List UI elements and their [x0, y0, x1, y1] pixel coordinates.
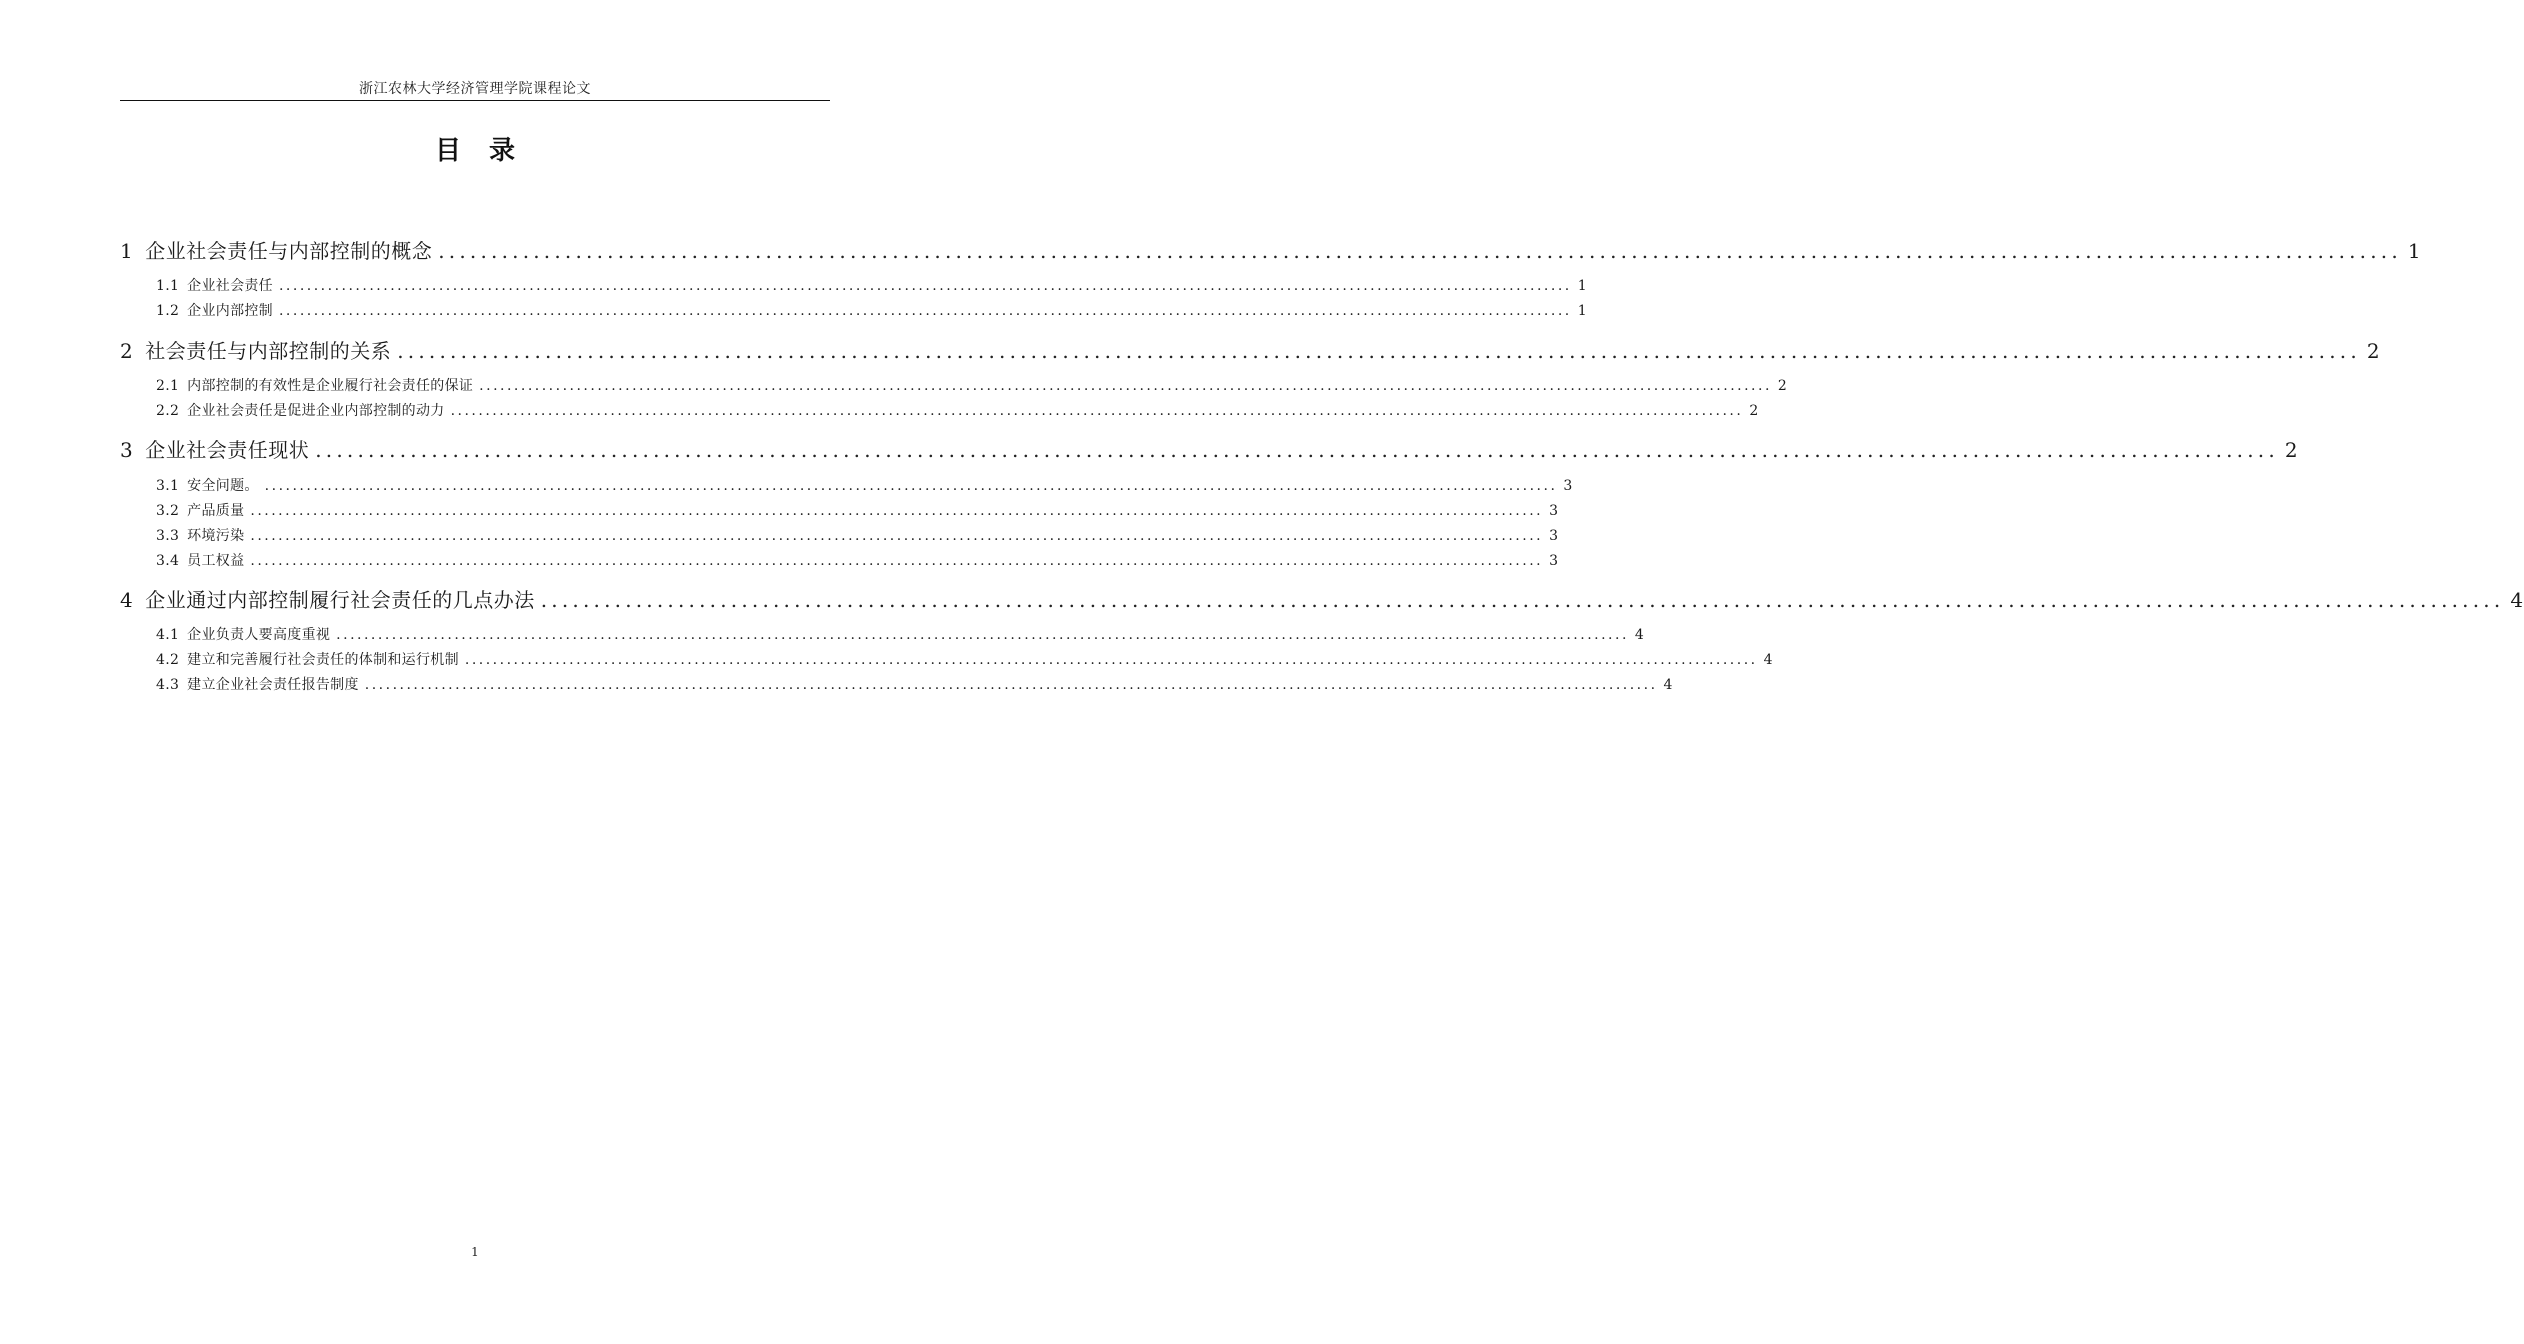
- header-rule: [120, 100, 830, 101]
- toc-label: 建立和完善履行社会责任的体制和运行机制: [187, 652, 459, 668]
- toc-page-number: 2: [2284, 438, 2299, 462]
- toc-entry-3[interactable]: [120, 434, 2299, 463]
- toc-entry-3-2[interactable]: [156, 500, 1559, 520]
- toc-number: 2.1: [156, 378, 180, 394]
- toc-number: 3.3: [156, 528, 180, 544]
- toc-number: 3.2: [156, 503, 180, 519]
- toc-number: 3: [120, 438, 134, 462]
- toc-leader-dots: ..........................................................................................................................................................................................: [464, 652, 1758, 668]
- toc-number: 4.3: [156, 677, 180, 693]
- toc-number: 2: [120, 339, 134, 363]
- toc-leader-dots: ..........................................................................................................................................................................................: [250, 528, 1544, 544]
- toc-label: 环境污染: [187, 528, 245, 544]
- toc-label: 企业负责人要高度重视: [187, 627, 331, 643]
- toc-number: 4.2: [156, 652, 180, 668]
- toc-label: 企业社会责任现状: [145, 438, 310, 462]
- toc-title: 目录: [434, 136, 543, 166]
- toc-number: 1.2: [156, 303, 180, 319]
- toc-number: 3.1: [156, 478, 180, 494]
- toc-entry-2-2[interactable]: [156, 400, 1759, 420]
- toc-page-number: 1: [1577, 278, 1587, 294]
- toc-number: 4: [120, 588, 134, 612]
- toc-leader-dots: ..........................................................................................................................................................................................: [250, 503, 1544, 519]
- toc-entry-4-3[interactable]: [156, 674, 1673, 694]
- toc-page-number: 3: [1549, 528, 1559, 544]
- toc-leader-dots: ..........................................................................................................................................................................................: [264, 478, 1558, 494]
- toc-leader-dots: ..........................................................................................................................................................................................: [397, 339, 2361, 363]
- toc-leader-dots: ..........................................................................................................................................................................................: [336, 627, 1629, 643]
- toc-entry-4-1[interactable]: [156, 624, 1645, 644]
- toc-entry-1-1[interactable]: [156, 275, 1587, 295]
- toc-number: 1.1: [156, 278, 180, 294]
- toc-entry-3-1[interactable]: [156, 475, 1573, 495]
- toc-page-number: 3: [1549, 503, 1559, 519]
- toc-label: 建立企业社会责任报告制度: [187, 677, 359, 693]
- toc-entry-1-2[interactable]: [156, 300, 1587, 320]
- toc-number: 3.4: [156, 553, 180, 569]
- toc-page-number: 2: [1749, 403, 1759, 419]
- page-number-footer: 1: [471, 1245, 479, 1259]
- page-header: 浙江农林大学经济管理学院课程论文: [359, 81, 591, 97]
- toc-page-number: 3: [1549, 553, 1559, 569]
- toc-page-number: 1: [2407, 239, 2422, 263]
- toc-label: 企业社会责任是促进企业内部控制的动力: [187, 403, 445, 419]
- toc-entry-2[interactable]: [120, 335, 2381, 364]
- toc-page-number: 4: [2510, 588, 2524, 612]
- toc-label: 产品质量: [187, 503, 245, 519]
- toc-number: 2.2: [156, 403, 180, 419]
- toc-leader-dots: ..........................................................................................................................................................................................: [479, 378, 1772, 394]
- toc-number: 4.1: [156, 627, 180, 643]
- toc-label: 员工权益: [187, 553, 245, 569]
- toc-entry-3-4[interactable]: [156, 550, 1559, 570]
- toc-entry-4-2[interactable]: [156, 649, 1773, 669]
- toc-leader-dots: ..........................................................................................................................................................................................: [250, 553, 1544, 569]
- toc-leader-dots: ..........................................................................................................................................................................................: [278, 303, 1572, 319]
- toc-leader-dots: ..........................................................................................................................................................................................: [364, 677, 1658, 693]
- toc-page-number: 1: [1577, 303, 1587, 319]
- toc-leader-dots: ..........................................................................................................................................................................................: [540, 588, 2505, 612]
- toc-label: 企业社会责任与内部控制的概念: [145, 239, 433, 263]
- toc-page-number: 2: [1777, 378, 1788, 394]
- toc-number: 1: [120, 239, 134, 263]
- toc-leader-dots: ..........................................................................................................................................................................................: [278, 278, 1572, 294]
- toc-leader-dots: ..........................................................................................................................................................................................: [450, 403, 1744, 419]
- toc-label: 内部控制的有效性是企业履行社会责任的保证: [187, 378, 474, 394]
- toc-label: 企业社会责任: [187, 278, 273, 294]
- toc-leader-dots: ..........................................................................................................................................................................................: [438, 239, 2402, 263]
- toc-leader-dots: ..........................................................................................................................................................................................: [315, 438, 2279, 462]
- toc-label: 企业内部控制: [187, 303, 273, 319]
- toc-page-number: 4: [1763, 652, 1773, 668]
- toc-page-number: 3: [1563, 478, 1573, 494]
- toc-page-number: 4: [1634, 627, 1645, 643]
- toc-entry-3-3[interactable]: [156, 525, 1559, 545]
- toc-entry-4[interactable]: [120, 584, 2524, 613]
- toc-page-number: 2: [2366, 339, 2381, 363]
- toc-label: 安全问题。: [187, 478, 259, 494]
- toc-label: 社会责任与内部控制的关系: [145, 339, 392, 363]
- toc-entry-2-1[interactable]: [156, 375, 1788, 395]
- toc-entry-1[interactable]: [120, 235, 2422, 264]
- toc-page-number: 4: [1663, 677, 1673, 693]
- toc-label: 企业通过内部控制履行社会责任的几点办法: [145, 588, 535, 612]
